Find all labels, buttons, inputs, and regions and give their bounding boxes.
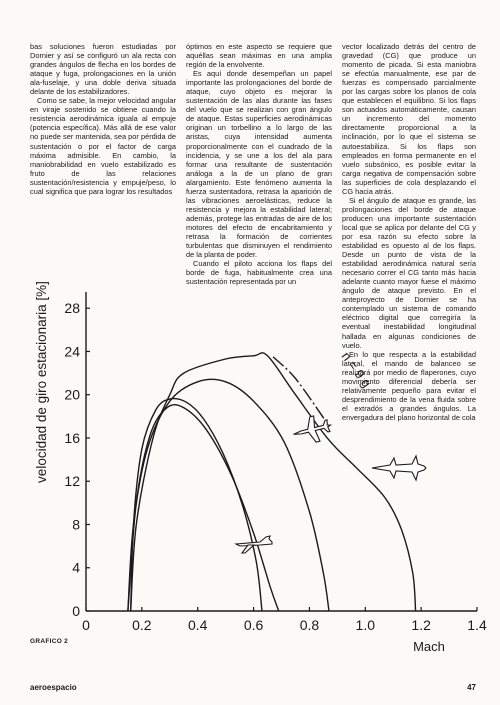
series-line-2 bbox=[128, 405, 279, 611]
paragraph: Si el ángulo de ataque es grande, las prolongaciones del borde de ataque producen una importante sustentación local que se aplica por delante del CG y por esa razón su efecto sobre la estabilidad es opuesto al de los flaps. Desde un punto de vista de la estabilidad aerodinámica natural sería necesario correr el CG tanto más hacia adelante cuanto mayor fuese el máximo ángulo de ataque previsto. En el anteproyecto de Dornier se ha contemplado un sistema de comando eléctrico digital que corregiría la eventual inestabilidad longitudinal hallada en algunas condiciones de vuelo. bbox=[342, 195, 476, 350]
paragraph: vector localizado detrás del centro de gravedad (CG) que produce un momento de picada. Si esta maniobra se efectúa manualmente, ese par de fuerzas es compensado parcialmente por las cargas sobre los planos de cola que establecen el equilibrio. Si los flaps son actuados automáticamente, causan un incremento del momento directamente proporcional a la inclinación, por lo que el sistema se autoestabiliza. Si los flaps son empleados en forma permanente en el vuelo subsónico, es posible evitar la carga negativa de compensación sobre las superficies de cola desplazando el CG hacia atrás. bbox=[342, 42, 476, 196]
paragraph: Cuando el piloto acciona los flaps del borde de fuga, habitualmente crea una sustentación representada por un bbox=[186, 259, 332, 287]
x-tick-label: 0.8 bbox=[299, 617, 320, 633]
series-line-1 bbox=[131, 399, 262, 611]
y-tick-label: 12 bbox=[64, 473, 80, 490]
load-factor-label: n = 9 g bbox=[338, 348, 375, 391]
paragraph: En lo que respecta a la estabilidad lateral, el mando de balanceo se realizará por medio de flaperones, cuyo movimiento diferencial debería ser relativamente pequeño para evitar el desprendimiento de la vena fluida sobre el extradós a grandes ángulos. La envergadura del plano horizontal de cola bbox=[342, 349, 476, 422]
x-axis-label: Mach bbox=[413, 639, 445, 654]
y-tick-label: 28 bbox=[64, 300, 80, 317]
paragraph: Como se sabe, la mejor velocidad angular en viraje sostenido se obtiene cuando la resistencia aerodinámica iguala al empuje (potencia específica). Más allá de ese valor no puede ser mantenida, sea por pérdida de sustentación o por el factor de carga máxima admisible. En cambio, la maniobrabilidad en vuelo estabilizado es fruto de las relaciones sustentación/resistencia y empuje/peso, lo cual significa que para lograr los resultados bbox=[30, 96, 176, 196]
y-tick-label: 8 bbox=[72, 516, 80, 533]
page-number: 47 bbox=[467, 683, 476, 692]
x-tick-label: 1.4 bbox=[467, 617, 487, 633]
x-tick-label: 0.6 bbox=[243, 617, 264, 633]
series-line-4 bbox=[131, 353, 416, 611]
jet-icon-top-view bbox=[290, 413, 333, 447]
figure-label: GRAFICO 2 bbox=[30, 638, 69, 645]
paragraph: bas soluciones fueron estudiadas por Dornier y así se configuró un ala recta con grandes ángulos de flecha en los bordes de ataque y fuga, prolongaciones en la unión ala-fuselaje, y una doble deriva situada delante de los estabilizadores. bbox=[30, 42, 176, 97]
x-tick-label: 0.2 bbox=[132, 617, 152, 633]
chart-axes bbox=[86, 292, 477, 611]
y-tick-label: 16 bbox=[64, 429, 80, 446]
paragraph: Es aquí donde desempeñan un papel importante las prolongaciones del borde de ataque, cuyo objeto es mejorar la sustentación de las alas durante las fases del vuelo que se realizan con gran ángulo de ataque. Estas superficies aerodinámicas originan un torbellino a lo largo de las aristas, cuya intensidad aumenta proporcionalmente con el cuadrado de la incidencia, y se une a los del ala para formar una resultante de sustentación análoga a la de un plano de gran alargamiento. Este fenómeno aumenta la fuerza sustentadora, retrasa la aparición de las vibraciones aeroelásticas, reduce la resistencia y mejora la estabilidad lateral; además, protege las entradas de aire de los motores del efecto de encabritamiento y retrasa la formación de corrientes turbulentas que disminuyen el rendimiento de la planta de poder. bbox=[186, 69, 332, 260]
x-tick-label: 0 bbox=[82, 617, 90, 633]
magazine-name: aeroespacio bbox=[30, 683, 77, 692]
y-tick-label: 20 bbox=[64, 386, 80, 403]
y-tick-label: 0 bbox=[72, 603, 80, 619]
chart-curves bbox=[128, 353, 416, 611]
y-tick-label: 4 bbox=[72, 559, 80, 576]
series-line-3 bbox=[128, 379, 329, 611]
load-factor-limit-line bbox=[273, 357, 326, 422]
jet-icon-rear-view bbox=[372, 456, 426, 480]
y-axis-label: velocidad de giro estacionaria [%] bbox=[34, 281, 49, 483]
paragraph: óptimos en este aspecto se requiere que aquéllas sean máximas en una amplia región de la envolvente. bbox=[186, 42, 332, 70]
x-tick-label: 0.4 bbox=[187, 617, 208, 633]
x-tick-label: 1.0 bbox=[355, 617, 376, 633]
x-tick-label: 1.2 bbox=[411, 617, 431, 633]
y-tick-label: 24 bbox=[64, 343, 80, 360]
